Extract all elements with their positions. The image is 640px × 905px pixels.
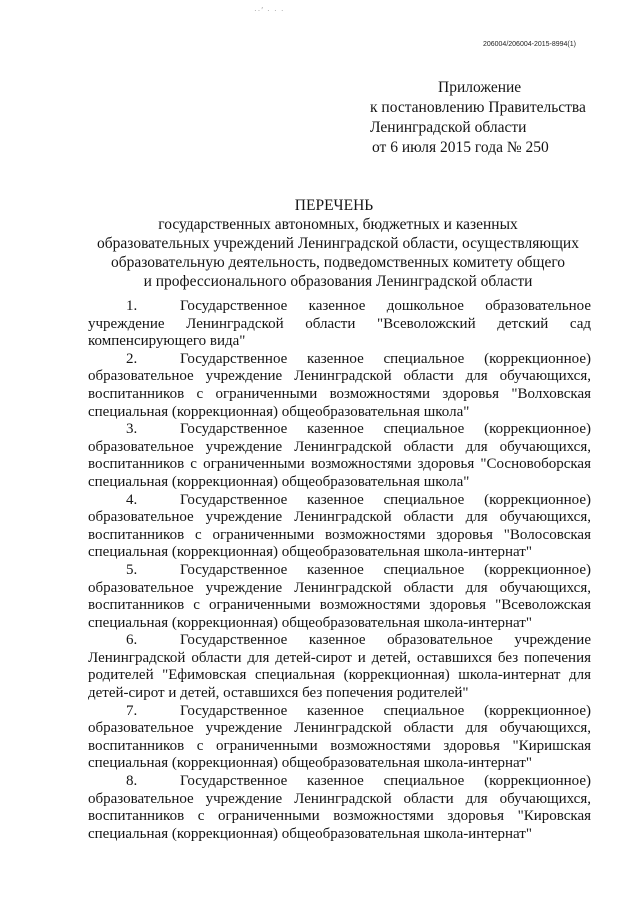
scan-mark: ··′ · · · (254, 6, 285, 15)
item-text: Государственное казенное образовательное учреждение Ленинградской области для детей-сирот и детей, оставшихся без попечения родителей "Ефимовская специальная (коррекционная) школа-интернат для детей-сирот и детей, оставшихся без попечения родителей" (88, 632, 591, 702)
item-text: Государственное казенное специальное (коррекционное) образовательное учреждение Ленинградской области для обучающихся, воспитанников с ограниченными возможностями здоровья "Всеволожская специальная (коррекционная) общеобразовательная школа-интернат" (88, 561, 591, 631)
title-line: и профессионального образования Ленинградской области (143, 273, 533, 290)
appendix-region-line: Ленинградской области (370, 119, 527, 136)
item-text: Государственное казенное дошкольное образовательное учреждение Ленинградской области "Всеволожский детский сад компенсирующего вида" (88, 298, 591, 350)
item-number: 5. (126, 561, 138, 578)
list-item (88, 703, 591, 773)
item-text: Государственное казенное специальное (коррекционное) образовательное учреждение Ленинградской области для обучающихся, воспитанников с ограниченными возможностями здоровья "Кировская специальная (коррекционная) общеобразовательная школа-интернат" (88, 773, 591, 842)
list-item (88, 298, 591, 351)
list-item (88, 632, 591, 702)
title-heading: ПЕРЕЧЕНЬ (294, 197, 374, 214)
item-text: Государственное казенное специальное (коррекционное) образовательное учреждение Ленинградской области для обучающихся, воспитанников с ограниченными возможностями здоровья "Волховская специальная (коррекционная) общеобразовательная школа" (88, 350, 591, 420)
item-number: 4. (126, 491, 138, 508)
list-item (88, 492, 591, 562)
institution-list (88, 298, 591, 843)
appendix-block (368, 78, 608, 158)
item-text: Государственное казенное специальное (коррекционное) образовательное учреждение Ленинградской области для обучающихся, воспитанников с ограниченными возможностями здоровья "Волосовская специальная (коррекционная) общеобразовательная школа-интернат" (88, 491, 591, 561)
item-text: Государственное казенное специальное (коррекционное) образовательное учреждение Ленинградской области для обучающихся, воспитанников с ограниченными возможностями здоровья "Киришская специальная (коррекционная) общеобразовательная школа-интернат" (88, 702, 591, 772)
item-number: 6. (126, 632, 138, 649)
title-line: государственных автономных, бюджетных и казенных (158, 216, 518, 233)
item-number: 7. (126, 702, 138, 719)
item-number: 2. (126, 350, 138, 367)
item-text: Государственное казенное специальное (коррекционное) образовательное учреждение Ленинградской области для обучающихся, воспитанников с ограниченными возможностями здоровья "Сосновоборская специальная (коррекционная) общеобразовательная школа" (88, 421, 591, 490)
title-line: образовательную деятельность, подведомственных комитету общего (110, 254, 566, 271)
list-item (88, 562, 591, 632)
list-item (88, 351, 591, 421)
title-line: образовательных учреждений Ленинградской области, осуществляющих (97, 235, 579, 252)
appendix-label: Приложение (438, 79, 522, 96)
document-title (0, 196, 640, 291)
document-code: 206004/206004-2015-8994(1) (482, 41, 576, 48)
list-item (88, 773, 591, 843)
appendix-decree-line: к постановлению Правительства (370, 99, 586, 116)
item-number: 3. (126, 421, 138, 438)
list-item (88, 421, 591, 491)
item-number: 1. (126, 298, 138, 314)
item-number: 8. (126, 773, 138, 790)
appendix-date-line: от 6 июля 2015 года № 250 (372, 139, 549, 156)
